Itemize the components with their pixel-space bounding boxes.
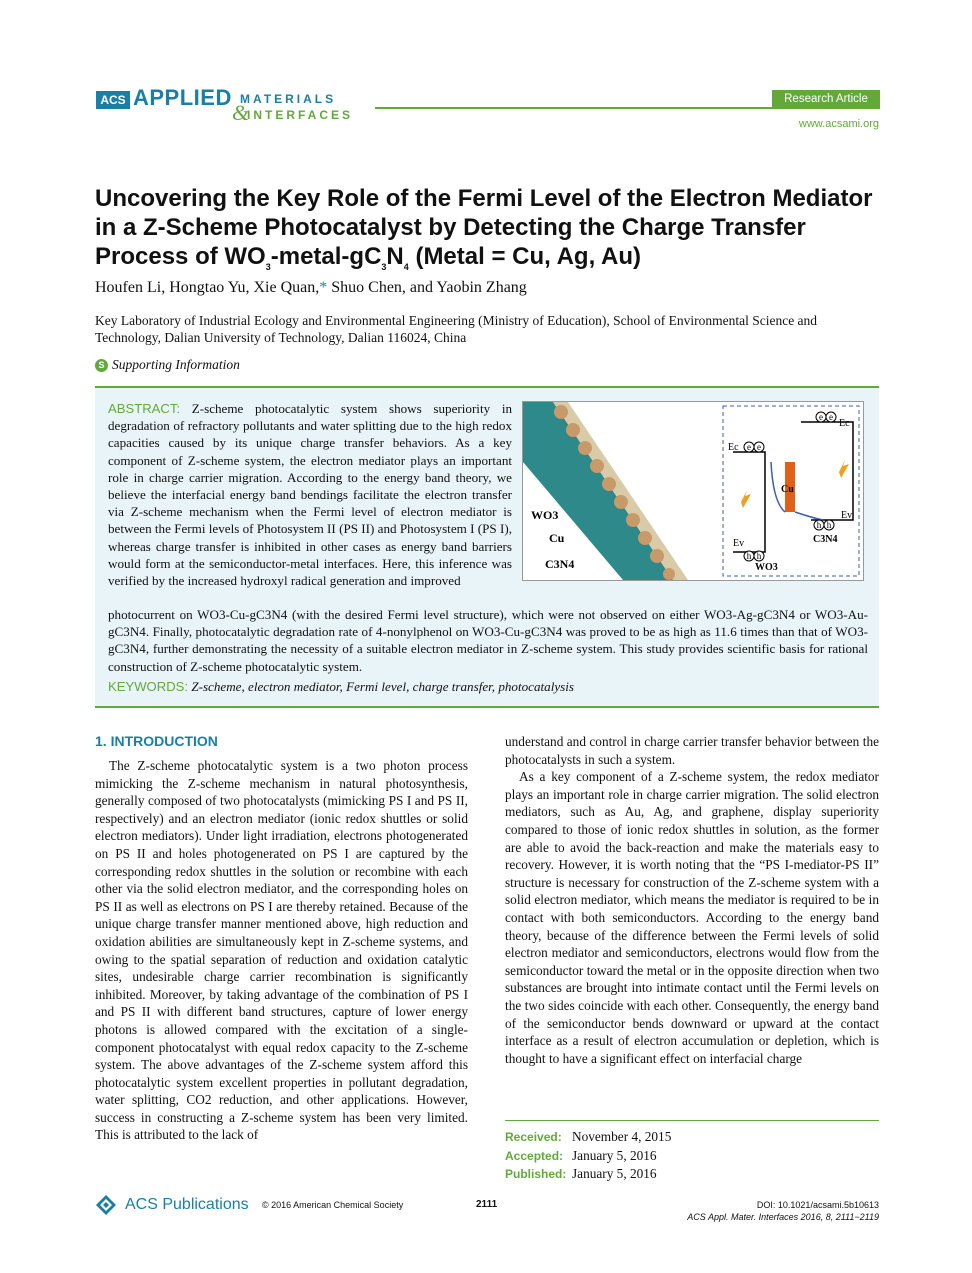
toc-ev-right: Ev [841,510,853,521]
svg-text:h: h [756,551,762,561]
publication-dates [505,1128,671,1184]
light-bolt-icon-2 [839,460,849,478]
intro-column-right [505,733,879,1067]
page-number: 2111 [476,1199,498,1210]
toc-label-wo3: WO3 [531,508,559,522]
intro-column-left [95,757,468,1144]
keywords: KEYWORDS: Z-scheme, electron mediator, Fermi level, charge transfer, photocatalysis [108,679,574,694]
toc-ec-right: Ec [839,418,850,429]
section-heading-introduction: 1. INTRODUCTION [95,733,218,749]
svg-text:e: e [819,412,823,422]
c3n4-band-edges [801,422,853,520]
light-bolt-icon [741,490,751,508]
intro-paragraph-2: As a key component of a Z-scheme system, the redox mediator plays an important role in charge carrier migration. The solid electron mediators, such as Au, Ag, and graphene, display superiority compared to those of ionic redox shuttles in solution, as the former are able to avoid the back-reaction and make the materials easy to recovery. However, it is worth noting that the “PS I-mediator-PS II” structure is necessary for construction of the Z-scheme system with a solid electron mediator, which means the mediator is required to be in contact with both semiconductors. According to the energy band theory, because of the difference between the Fermi levels of solid electron mediator and semiconductors, electrons would flow from the semiconductor toward the metal or in the opposite direction when two substances are brought into intimate contact until the Fermi levels on the two sides coincide with each other. Consequently, the energy band of the semiconductor bends downward or upward at the contact interface as a result of electron accumulation or depletion, which is thought to have a significant effect on interfacial charge [505,769,879,1066]
wo3-slab [523,402,673,580]
article-type-badge: Research Article [772,90,880,108]
journal-name-ampersand: & [232,100,250,125]
abstract-label: ABSTRACT: [108,401,181,416]
doi-link[interactable]: DOI: 10.1021/acsami.5b10613 [756,1200,879,1210]
journal-website-link[interactable]: www.acsami.org [798,118,879,130]
toc-inset-label-wo3: WO3 [755,562,778,573]
toc-diagram-svg [523,402,863,580]
intro-paragraph-1: The Z-scheme photocatalytic system is a two photon process mimicking the Z-scheme mechanism in natural photosynthesis, generally composed of two photocatalysts (mimicking PS I and PS II, respectively) and an electron mediator (ionic redox shuttles or solid electron mediators). Under light irradiation, electrons photogenerated on PS II and holes photogenerated on PS I are captured by the corresponding redox shuttles in the solution or recombine with each other via the solid electron mediator, and the corresponding holes on PS II as well as electrons on PS I are thereby retained. Because of the unique charge transfer manner mentioned above, high reduction and oxidation abilities are simultaneously kept in Z-scheme systems, and owing to the spatial separation of reduction and oxidation catalytic sites, undesirable charge carrier recombination is significantly inhibited. Moreover, by taking advantage of the combination of PS I and PS II with different band structures, capture of lower energy photons is allowed compared with the excitation of a single-component photocatalyst with equal redox capacity to the Z-scheme system. The above advantages of the Z-scheme system afford this photocatalytic system excellent properties in pollutant degradation, water splitting, CO2 reduction, and other applications. However, success in constructing a Z-scheme system has been very limited. This is attributed to the lack of [95,758,468,1143]
toc-inset-label-cu: Cu [781,484,794,495]
supporting-info-link[interactable]: Supporting Information [112,357,240,372]
hole-transfer-arrow [795,512,823,520]
electron-symbols [744,412,836,452]
acs-logo-box: ACS [96,91,130,109]
journal-name-interfaces: INTERFACES [247,108,354,122]
svg-text:h: h [746,551,752,561]
acs-publications-link[interactable]: ACS Publications [125,1196,249,1213]
svg-text:h: h [816,520,822,530]
abstract-text-part1: ABSTRACT: Z-scheme photocatalytic system shows superiority in degradation of refractory pollutants and water splitting due to the high redox capacities caused by its unique charge transfer behaviors. As a key component of Z-scheme system, the electron mediator plays an important role in charge carrier migration. According to the energy band theory, we believe the interfacial energy band bendings facilitate the electron transfer via Z-scheme mechanism when the Fermi level of electron mediator is between the Fermi levels of Photosystem II (PS II) and Photosystem I (PS I), whereas charge transfer is inhibited in other cases as energy band barriers would form at the semiconductor-metal interfaces. Here, this inference was verified by the increased hydroxyl radical generation and improved [108,401,513,589]
intro-paragraph-1-cont: understand and control in charge carrier transfer behavior between the photocatalysts in such a system. [505,734,879,767]
abstract-text-part2: photocurrent on WO3-Cu-gC3N4 (with the desired Fermi level structure), which were not observed on either WO3-Ag-gC3N4 or WO3-Au-gC3N4. Finally, photocatalytic degradation rate of 4-nonylphenol on WO3-Cu-gC3N4 was proved to be as high as 11.6 times than that of WO3-gC3N4, further demonstrating the necessity of a suitable electron mediator in Z-scheme system. This study provides scientific basis for rational construction of Z-scheme photocatalytic system. [108,607,868,674]
wo3-band-edges [733,452,765,552]
published-date: Published: January 5, 2016 [505,1166,657,1181]
svg-text:h: h [826,520,832,530]
corresponding-author-link[interactable]: * [319,279,328,296]
journal-name-applied: APPLIED [133,85,232,110]
acs-publications-logo-icon [95,1194,117,1216]
toc-label-cu: Cu [549,531,565,545]
received-date: Received: November 4, 2015 [505,1129,672,1144]
toc-inset-label-c3n4: C3N4 [813,534,838,545]
journal-citation: ACS Appl. Mater. Interfaces 2016, 8, 2111−2119 [687,1212,879,1222]
journal-name-materials: MATERIALS [240,92,337,106]
toc-label-c3n4: C3N4 [545,557,575,571]
toc-ev-left: Ev [733,538,745,549]
dates-rule [505,1120,879,1121]
author-list: Houfen Li, Hongtao Yu, Xie Quan,* Shuo Chen, and Yaobin Zhang [95,279,527,296]
copyright: © 2016 American Chemical Society [262,1200,404,1210]
affiliation: Key Laboratory of Industrial Ecology and Environmental Engineering (Ministry of Education), School of Environmental Science and Technology, Dalian University of Technology, Dalian 116024, China [95,313,818,345]
accepted-date: Accepted: January 5, 2016 [505,1147,657,1163]
doi-citation [687,1199,879,1223]
keywords-label: KEYWORDS: [108,679,189,694]
toc-ec-left: Ec [728,442,739,453]
article-title: Uncovering the Key Role of the Fermi Level of the Electron Mediator in a Z-Scheme Photocatalyst by Detecting the Charge Transfer Process of $WO_3-metal-gC_3N_4$ (Metal = Cu, Ag, Au) [95,185,873,272]
toc-graphic [522,401,864,581]
svg-text:e: e [747,442,751,452]
supporting-info-icon[interactable]: S [95,359,108,372]
svg-text:e: e [829,412,833,422]
svg-text:e: e [757,442,761,452]
